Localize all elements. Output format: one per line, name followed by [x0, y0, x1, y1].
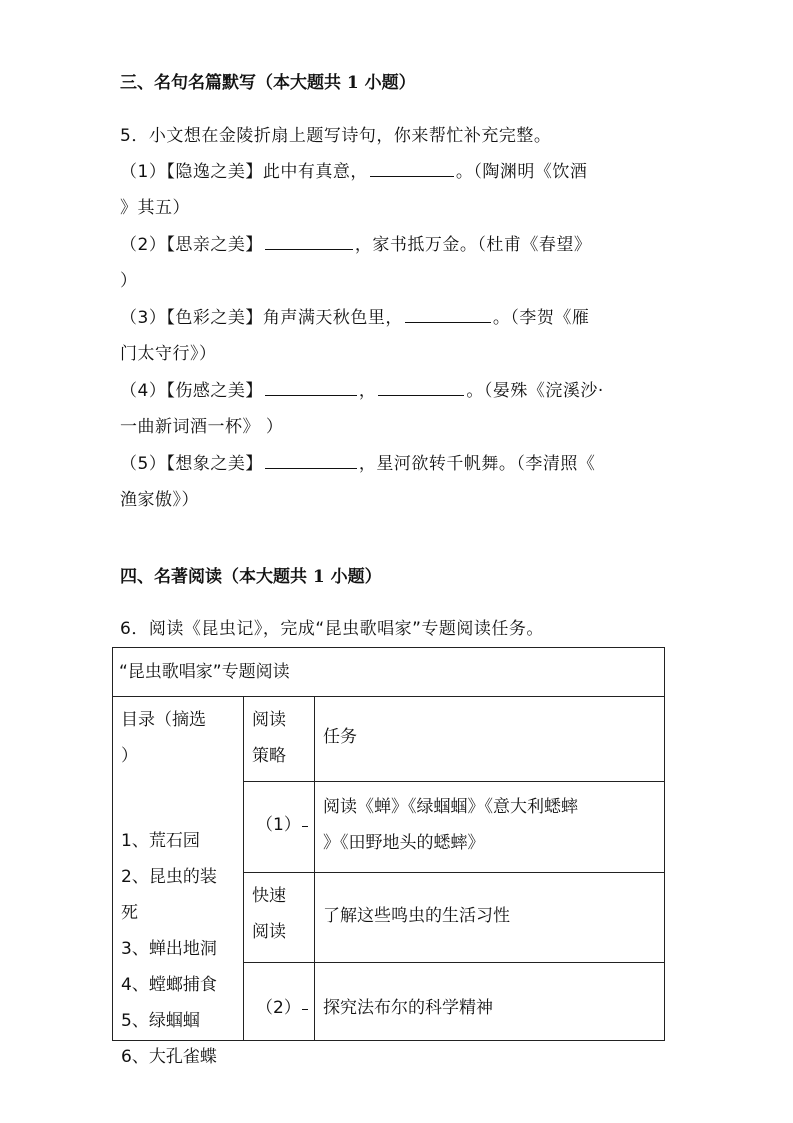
strategy-2-line1: 快速	[252, 886, 286, 906]
task-cell-2	[315, 873, 665, 963]
task-2: 了解这些鸣虫的生活习性	[323, 906, 510, 926]
strategy-cell-2	[244, 873, 315, 963]
toc-header-line1: 目录（摘选	[121, 710, 206, 730]
task-header-cell	[315, 697, 665, 782]
toc-item-1: 1、荒石园	[121, 831, 200, 851]
strategy-blank-2[interactable]	[302, 1009, 308, 1010]
q5-item-3-cont: 门太守行》）	[120, 344, 217, 364]
task-header: 任务	[323, 727, 357, 747]
strategy-cell-3	[244, 963, 315, 1041]
q5-item-1-prefix: （1）【隐逸之美】此中有真意，	[120, 162, 368, 182]
task-cell-3	[315, 963, 665, 1041]
strategy-header-line1: 阅读	[252, 710, 286, 730]
section4-heading: 四、名著阅读（本大题共 1 小题）	[120, 567, 382, 587]
q5-item-4	[120, 376, 604, 401]
q5-item-1-blank[interactable]	[370, 175, 454, 177]
q5-item-2	[120, 230, 591, 255]
section3-heading: 三、名句名篇默写（本大题共 1 小题）	[120, 73, 416, 93]
q5-item-4-blank-1[interactable]	[265, 394, 357, 396]
q5-item-3	[120, 303, 589, 328]
q5-item-4-mid: ，	[358, 381, 377, 401]
q5-item-2-blank[interactable]	[265, 248, 353, 250]
q5-item-4-suffix: 。（晏殊《浣溪沙·	[466, 381, 604, 401]
question-6-stem: 6．阅读《昆虫记》，完成“昆虫歌唱家”专题阅读任务。	[120, 619, 544, 639]
q5-item-5-blank[interactable]	[265, 467, 357, 469]
reading-task-table	[112, 647, 665, 1067]
q5-item-1-cont: 》其五）	[120, 198, 190, 218]
toc-item-3: 3、蝉出地洞	[121, 939, 217, 959]
q5-item-3-blank[interactable]	[405, 321, 491, 323]
strategy-blank-2-label: （2）	[256, 998, 301, 1018]
q5-item-3-prefix: （3）【色彩之美】角声满天秋色里，	[120, 308, 403, 328]
strategy-2-line2: 阅读	[252, 922, 286, 942]
q5-item-5-cont: 渔家傲》）	[120, 490, 199, 510]
q5-item-4-cont: 一曲新词酒一杯》 ）	[120, 417, 284, 437]
task-1-line1: 阅读《蝉》《绿蝈蝈》《意大利蟋蟀	[323, 797, 578, 817]
q5-item-2-prefix: （2）【思亲之美】	[120, 235, 263, 255]
toc-item-4: 4、螳螂捕食	[121, 975, 217, 995]
q5-item-3-suffix: 。（李贺《雁	[492, 308, 590, 328]
toc-cell	[113, 697, 244, 1067]
strategy-cell-1	[244, 782, 315, 873]
q5-item-2-cont: ）	[120, 271, 138, 291]
q5-item-1-suffix: 。（陶渊明《饮酒	[455, 162, 588, 182]
q5-item-4-blank-2[interactable]	[378, 394, 464, 396]
task-cell-1	[315, 782, 665, 873]
toc-item-2: 2、昆虫的装	[121, 867, 217, 887]
q5-item-1	[120, 157, 587, 182]
strategy-blank-1-label: （1）	[256, 815, 301, 835]
task-1-line2: 》《田野地头的蟋蟀》	[323, 833, 485, 853]
question-5-stem: 5．小文想在金陵折扇上题写诗句，你来帮忙补充完整。	[120, 126, 552, 146]
toc-item-5: 5、绿蝈蝈	[121, 1011, 200, 1031]
table-title: “昆虫歌唱家”专题阅读	[119, 662, 290, 682]
q5-item-2-suffix: ，家书抵万金。（杜甫《春望》	[354, 235, 592, 255]
toc-item-2-cont: 死	[121, 903, 138, 923]
strategy-header-line2: 策略	[252, 746, 286, 766]
toc-item-6: 6、大孔雀蝶	[121, 1047, 217, 1067]
q5-item-5	[120, 449, 595, 474]
q5-item-4-prefix: （4）【伤感之美】	[120, 381, 263, 401]
toc-header-line2: ）	[121, 746, 138, 766]
table-title-cell	[113, 648, 665, 697]
strategy-blank-1[interactable]	[302, 826, 308, 827]
task-3: 探究法布尔的科学精神	[323, 998, 493, 1018]
strategy-header-cell	[244, 697, 315, 782]
q5-item-5-suffix: ，星河欲转千帆舞。（李清照《	[358, 454, 596, 474]
q5-item-5-prefix: （5）【想象之美】	[120, 454, 263, 474]
